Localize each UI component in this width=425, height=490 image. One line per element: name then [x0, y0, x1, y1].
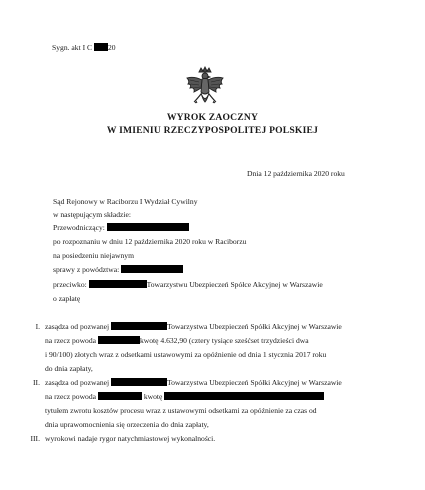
plaintiff-label: sprawy z powództwa:: [53, 265, 120, 274]
text-span: Towarzystwa Ubezpieczeń Spółki Akcyjnej w Warszawie: [167, 322, 342, 331]
case-reference-prefix: Sygn. akt I C: [52, 43, 93, 52]
redaction-box: [111, 322, 167, 330]
text-span: zasądza od pozwanej: [45, 322, 110, 331]
court-composition: w następującym składzie:: [53, 210, 132, 219]
case-reference-suffix: 20: [108, 43, 116, 52]
defendant-label: przeciwko:: [53, 280, 87, 289]
item-1-line-1: [45, 322, 342, 331]
hearing-line: po rozpoznaniu w dniu 12 października 2020 roku w Raciborzu: [53, 237, 247, 246]
redaction-box: [107, 223, 189, 231]
redaction-box: [98, 336, 140, 344]
judgment-date: Dnia 12 października 2020 roku: [247, 169, 345, 178]
document-subtitle: W IMIENIU RZECZYPOSPOLITEJ POLSKIEJ: [106, 125, 319, 136]
text-span: na rzecz powoda: [45, 336, 97, 345]
item-2-line-4: dnia uprawomocnienia się orzeczenia do dnia zapłaty,: [45, 420, 209, 429]
item-numeral: I.: [35, 322, 40, 331]
defendant-line: [53, 280, 323, 289]
subject-line: o zapłatę: [53, 294, 81, 303]
item-numeral: III.: [30, 434, 40, 443]
polish-eagle-emblem: [184, 66, 226, 110]
text-span: kwotę 4.632,90 (cztery tysiące sześćset trzydzieści dwa: [139, 336, 309, 345]
item-1-line-4: do dnia zapłaty,: [45, 364, 93, 373]
redaction-box: [121, 265, 183, 273]
item-3-line-1: wyrokowi nadaje rygor natychmiastowej wykonalności.: [45, 434, 216, 443]
text-span: kwotę: [143, 392, 163, 401]
item-1-line-3: i 90/100) złotych wraz z odsetkami ustawowymi za opóźnienie od dnia 1 stycznia 2017 roku: [45, 350, 327, 359]
text-span: na rzecz powoda: [45, 392, 97, 401]
text-span: Towarzystwa Ubezpieczeń Spółki Akcyjnej w Warszawie: [167, 378, 342, 387]
redaction-box: [111, 378, 167, 386]
defendant-name: Towarzystwu Ubezpieczeń Spółce Akcyjnej w Warszawie: [146, 280, 323, 289]
case-reference: [52, 43, 116, 52]
text-span: zasądza od pozwanej: [45, 378, 110, 387]
redaction-box: [89, 280, 147, 288]
redaction-box: [94, 43, 108, 51]
session-line: na posiedzeniu niejawnym: [53, 251, 134, 260]
redaction-box: [164, 392, 324, 400]
item-1-line-2: [45, 336, 309, 345]
item-numeral: II.: [33, 378, 40, 387]
redaction-box: [98, 392, 142, 400]
item-2-line-1: [45, 378, 342, 387]
presiding-judge: [53, 223, 189, 232]
presiding-judge-label: Przewodniczący:: [53, 223, 105, 232]
document-title: WYROK ZAOCZNY: [166, 112, 259, 123]
court-name: Sąd Rejonowy w Raciborzu I Wydział Cywilny: [53, 197, 198, 206]
item-2-line-3: tytułem zwrotu kosztów procesu wraz z ustawowymi odsetkami za opóźnienie za czas od: [45, 406, 317, 415]
plaintiff-line: [53, 265, 183, 274]
item-2-line-2: [45, 392, 324, 401]
